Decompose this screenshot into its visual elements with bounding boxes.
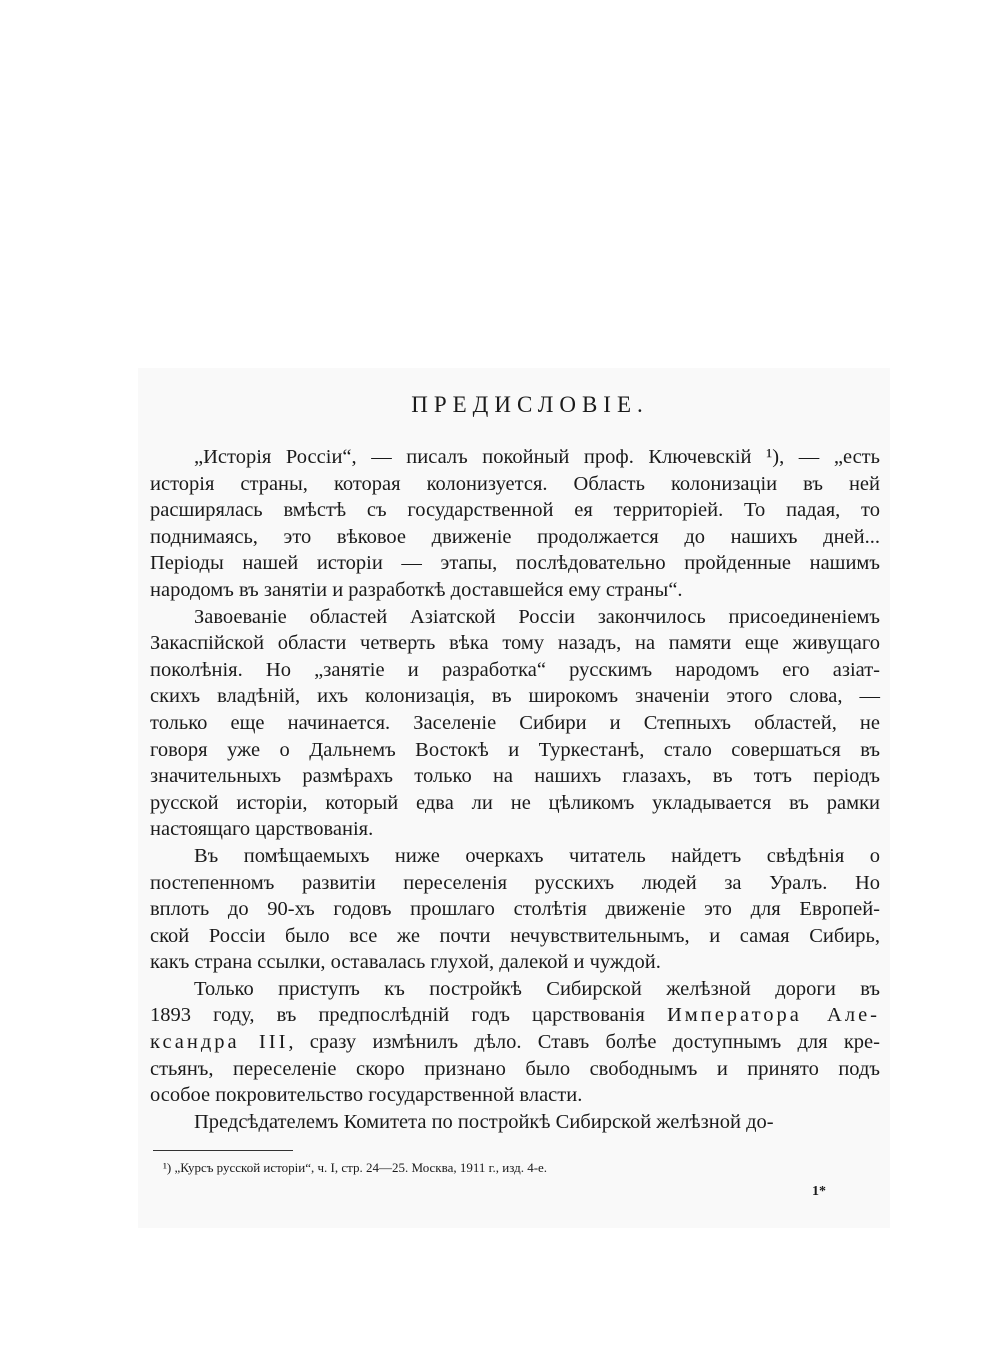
footnote-divider — [153, 1150, 293, 1151]
signature-mark: 1* — [812, 1184, 826, 1199]
text-line: поднимаясь, это вѣковое движеніе продолжается до нашихъ дней... — [150, 525, 880, 548]
text-line: постепенномъ развитіи переселенія русскихъ людей за Уралъ. Но — [150, 871, 880, 894]
text-line: исторія страны, которая колонизуется. Область колонизаціи въ ней — [150, 472, 880, 495]
text-line: Въ помѣщаемыхъ ниже очеркахъ читатель найдетъ свѣдѣнія о — [194, 844, 880, 867]
page-title: ПРЕДИСЛОВІЕ. — [411, 392, 649, 417]
text-line: ской Россіи было все же почти нечувствительнымъ, и самая Сибирь, — [150, 924, 880, 947]
text-line: русской исторіи, который едва ли не цѣликомъ укладывается въ рамки — [150, 791, 880, 814]
text-line: значительныхъ размѣрахъ только на нашихъ глазахъ, въ тотъ періодъ — [150, 765, 880, 788]
text-line: вплоть до 90-хъ годовъ прошлаго столѣтія движеніе это для Европей- — [150, 898, 880, 921]
text-line — [150, 1002, 880, 1029]
text-fragment: , сразу измѣнилъ дѣло. Ставъ болѣе доступнымъ для кре- — [288, 1031, 880, 1054]
text-line: скихъ владѣній, ихъ колонизація, въ широкомъ значеніи этого слова, — — [150, 685, 880, 708]
text-line: Предсѣдателемъ Комитета по постройкѣ Сибирской желѣзной до- — [194, 1110, 774, 1133]
text-line: особое покровительство государственной власти. — [150, 1084, 583, 1107]
text-fragment: 1893 году, въ предпослѣдній годъ царствованія — [150, 1004, 645, 1027]
text-line — [150, 1029, 880, 1056]
text-line: Завоеваніе областей Азіатской Россіи закончилось присоединеніемъ — [194, 605, 880, 628]
text-line: Только приступъ къ постройкѣ Сибирской желѣзной дороги въ — [194, 977, 880, 1000]
text-line: „Исторія Россіи“, — писалъ покойный проф. Ключевскій ¹), — „есть — [194, 446, 880, 468]
emperor-title: Императора Але- — [666, 1004, 880, 1027]
text-line: стьянъ, переселеніе скоро признано было свободнымъ и принято подъ — [150, 1057, 880, 1080]
emperor-name: ксандра III — [150, 1031, 289, 1054]
text-line: народомъ въ занятіи и разработкѣ доставшейся ему страны“. — [150, 578, 683, 601]
preface-body — [150, 444, 880, 1135]
text-line: расширялась вмѣстѣ съ государственной ея территоріей. То падая, то — [150, 499, 880, 522]
text-line: говоря уже о Дальнемъ Востокѣ и Туркестанѣ, стало совершаться въ — [150, 738, 880, 761]
text-line: какъ страна ссылки, оставалась глухой, далекой и чуждой. — [150, 951, 661, 974]
text-line: Закаспійской области четверть вѣка тому назадъ, на памяти еще живущаго — [150, 632, 880, 655]
text-line: Періоды нашей исторіи — этапы, послѣдовательно пройденные нашимъ — [150, 552, 880, 575]
text-line: поколѣнія. Но „занятіе и разработка“ русскимъ народомъ его азіат- — [150, 658, 880, 681]
text-line: настоящаго царствованія. — [150, 818, 374, 841]
footnote: ¹) „Курсъ русской исторіи“, ч. I, стр. 24—25. Москва, 1911 г., изд. 4-е. — [163, 1160, 548, 1175]
text-line: только еще начинается. Заселеніе Сибири и Степныхъ областей, не — [150, 711, 880, 734]
